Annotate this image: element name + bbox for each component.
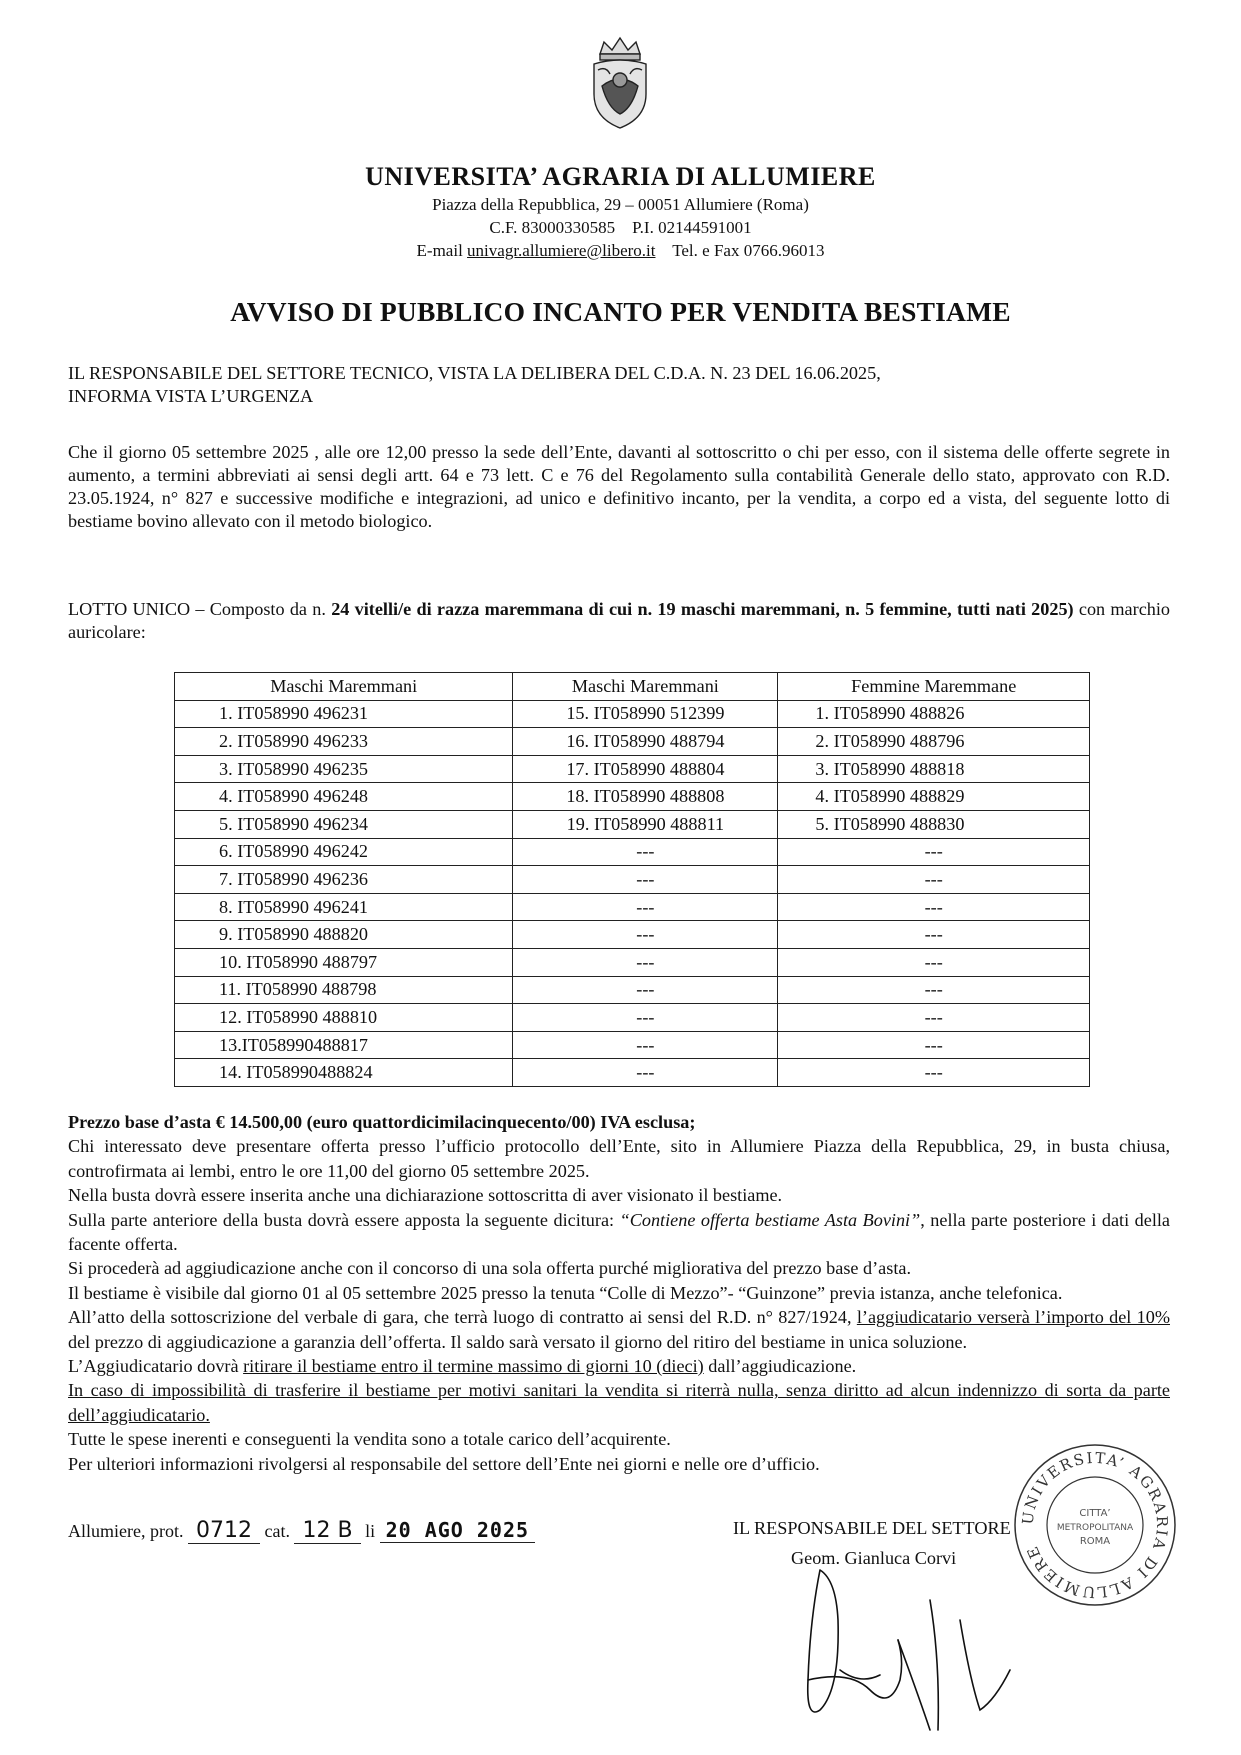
pickup-b: dall’aggiudicazione. (703, 1356, 857, 1377)
seal-center-2: METROPOLITANA (1056, 1523, 1134, 1533)
table-cell-col3: 5. IT058990 488830 (778, 810, 1090, 838)
table-cell-col2: --- (513, 1031, 778, 1059)
table-cell-col3: 2. IT058990 488796 (778, 728, 1090, 756)
li-label: li (365, 1521, 376, 1541)
coat-of-arms-icon (580, 36, 660, 132)
table-row (175, 921, 1090, 949)
table-cell-col2: 16. IT058990 488794 (513, 728, 778, 756)
info-paragraph: Per ulteriori informazioni rivolgersi al responsabile del settore dell’Ente nei giorni e nelle ore d’ufficio. (68, 1453, 820, 1474)
table-cell-col2: --- (513, 838, 778, 866)
table-cell-col3: --- (778, 921, 1090, 949)
conditions-text (68, 1110, 1170, 1476)
protocol-line (68, 1518, 535, 1544)
org-cf: C.F. 83000330585 (489, 218, 616, 237)
envelope-paragraph: Nella busta dovrà essere inserita anche una dichiarazione sottoscritta di aver visionato il bestiame. (68, 1185, 783, 1206)
table-cell-col2: 15. IT058990 512399 (513, 700, 778, 728)
table-row (175, 893, 1090, 921)
table-cell-col2: 17. IT058990 488804 (513, 755, 778, 783)
wording-a: Sulla parte anteriore della busta dovrà essere apposta la seguente dicitura: (68, 1209, 620, 1230)
lotto-prefix: LOTTO UNICO – Composto da n. (68, 599, 326, 619)
pickup-underlined: ritirare il bestiame entro il termine massimo di giorni 10 (dieci) (243, 1356, 704, 1377)
expenses-paragraph: Tutte le spese inerenti e conseguenti la vendita sono a totale carico dell’acquirente. (68, 1429, 671, 1450)
table-cell-col3: 1. IT058990 488826 (778, 700, 1090, 728)
deposit-a: All’atto della sottoscrizione del verbale di gara, che terrà luogo di contratto ai sensi del R.D. n° 827/1924, (68, 1307, 857, 1328)
table-cell-col1: 12. IT058990 488810 (175, 1004, 513, 1032)
date-stamp: 20 AGO 2025 (380, 1518, 535, 1543)
table-cell-col3: --- (778, 1059, 1090, 1087)
table-cell-col2: --- (513, 948, 778, 976)
protocol-number: 0712 (188, 1518, 260, 1544)
table-cell-col1: 2. IT058990 496233 (175, 728, 513, 756)
table-cell-col2: 18. IT058990 488808 (513, 783, 778, 811)
intro-line-2: INFORMA VISTA L’URGENZA (68, 386, 314, 406)
lotto-description (68, 598, 1170, 644)
lotto-suffix: con marchio auricolare: (68, 599, 1171, 642)
table-cell-col1: 14. IT058990488824 (175, 1059, 513, 1087)
table-cell-col3: --- (778, 1004, 1090, 1032)
table-row (175, 1031, 1090, 1059)
table-row (175, 866, 1090, 894)
table-cell-col3: --- (778, 893, 1090, 921)
table-row (175, 700, 1090, 728)
org-codes (0, 218, 1241, 238)
table-row (175, 783, 1090, 811)
org-pi: P.I. 02144591001 (632, 218, 752, 237)
table-row (175, 976, 1090, 1004)
table-cell-col1: 6. IT058990 496242 (175, 838, 513, 866)
table-row (175, 810, 1090, 838)
table-cell-col3: --- (778, 976, 1090, 1004)
table-row (175, 1004, 1090, 1032)
table-cell-col2: --- (513, 893, 778, 921)
pickup-a: L’Aggiudicatario dovrà (68, 1356, 244, 1377)
pickup-paragraph (68, 1354, 1170, 1378)
place-label: Allumiere, prot. (68, 1521, 184, 1541)
table-header-row (175, 673, 1090, 701)
table-cell-col3: 4. IT058990 488829 (778, 783, 1090, 811)
intro-line-1: IL RESPONSABILE DEL SETTORE TECNICO, VISTA LA DELIBERA DEL C.D.A. N. 23 DEL 16.06.2025, (68, 363, 881, 383)
table-cell-col1: 1. IT058990 496231 (175, 700, 513, 728)
table-row (175, 948, 1090, 976)
col-header-maschi-1: Maschi Maremmani (175, 673, 513, 701)
table-cell-col2: --- (513, 976, 778, 1004)
table-cell-col1: 5. IT058990 496234 (175, 810, 513, 838)
seal-center-3: ROMA (1079, 1536, 1111, 1547)
wording-italic: “Contiene offerta bestiame Asta Bovini” (619, 1209, 921, 1230)
table-cell-col2: --- (513, 1059, 778, 1087)
table-row (175, 1059, 1090, 1087)
table-cell-col3: --- (778, 838, 1090, 866)
email-label: E-mail (416, 241, 463, 260)
table-cell-col1: 4. IT058990 496248 (175, 783, 513, 811)
table-cell-col1: 13.IT058990488817 (175, 1031, 513, 1059)
category-number: 12 B (294, 1518, 360, 1544)
table-cell-col2: --- (513, 866, 778, 894)
ear-tag-table (174, 672, 1090, 1087)
table-row (175, 755, 1090, 783)
table-cell-col3: --- (778, 1031, 1090, 1059)
col-header-maschi-2: Maschi Maremmani (513, 673, 778, 701)
signatory-block (733, 1518, 1011, 1568)
table-cell-col1: 11. IT058990 488798 (175, 976, 513, 1004)
award-paragraph: Si procederà ad aggiudicazione anche con il concorso di una sola offerta purché migliorativa del prezzo base d’asta. (68, 1258, 912, 1279)
lotto-bold: 24 vitelli/e di razza maremmana di cui n. 19 maschi maremmani, n. 5 femmine, tutti nati 2025) (325, 599, 1074, 619)
col-header-femmine: Femmine Maremmane (778, 673, 1090, 701)
signatory-name: Geom. Gianluca Corvi (791, 1548, 957, 1568)
sanitary-paragraph: In caso di impossibilità di trasferire il bestiame per motivi sanitari la vendita si riterrà nulla, senza diritto ad alcun indennizzo di sorta da parte dell’aggiudicatario. (68, 1380, 1170, 1425)
table-row (175, 728, 1090, 756)
notice-title: AVVISO DI PUBBLICO INCANTO PER VENDITA BESTIAME (230, 296, 1011, 327)
org-address: Piazza della Repubblica, 29 – 00051 Allumiere (Roma) (432, 195, 809, 214)
wording-paragraph (68, 1208, 1170, 1257)
seal-ring-text: UNIVERSITA’ AGRARIA DI ALLUMIERE (1018, 1448, 1172, 1602)
table-cell-col3: 3. IT058990 488818 (778, 755, 1090, 783)
email-link[interactable]: univagr.allumiere@libero.it (467, 241, 656, 260)
deposit-b: del prezzo di aggiudicazione a garanzia dell’offerta. Il saldo sarà versato il giorno del ritiro del bestiame in unica soluzione. (68, 1331, 968, 1352)
table-cell-col1: 8. IT058990 496241 (175, 893, 513, 921)
signatory-title: IL RESPONSABILE DEL SETTORE (733, 1518, 1011, 1538)
table-cell-col1: 9. IT058990 488820 (175, 921, 513, 949)
table-cell-col3: --- (778, 948, 1090, 976)
table-cell-col3: --- (778, 866, 1090, 894)
offer-paragraph: Chi interessato deve presentare offerta presso l’ufficio protocollo dell’Ente, sito in Allumiere Piazza della Repubblica, 29, in busta chiusa, controfirmata ai lembi, entro le ore 11,00 del giorno 05 settembre 2025. (68, 1136, 1170, 1181)
deposit-paragraph (68, 1305, 1170, 1354)
table-cell-col1: 10. IT058990 488797 (175, 948, 513, 976)
table-row (175, 838, 1090, 866)
handwritten-signature (780, 1560, 1040, 1740)
table-cell-col1: 7. IT058990 496236 (175, 866, 513, 894)
org-name: UNIVERSITA’ AGRARIA DI ALLUMIERE (365, 162, 876, 191)
intro-text (68, 362, 1170, 408)
table-cell-col2: --- (513, 1004, 778, 1032)
cat-label: cat. (264, 1521, 290, 1541)
base-price: Prezzo base d’asta € 14.500,00 (euro quattordicimilacinquecento/00) IVA esclusa; (68, 1112, 696, 1132)
table-cell-col2: --- (513, 921, 778, 949)
phone-fax: Tel. e Fax 0766.96013 (672, 241, 825, 260)
wording-b: , nella parte posteriore i dati della facente offerta. (68, 1209, 1171, 1255)
auction-paragraph: Che il giorno 05 settembre 2025 , alle ore 12,00 presso la sede dell’Ente, davanti al sottoscritto o chi per esso, con il sistema delle offerte segrete in aumento, a termini abbreviati ai sensi degli artt. 64 e 73 lett. C e 76 del Regolamento sulla contabilità Generale dello stato, approvato con R.D. 23.05.1924, n° 827 e successive modifiche e integrazioni, ad unico e definitivo incanto, per la vendita, a corpo ed a vista, del seguente lotto di bestiame bovino allevato con il metodo biologico. (68, 442, 1170, 531)
seal-center-1: CITTA’ (1079, 1508, 1111, 1519)
deposit-underlined: l’aggiudicatario verserà l’importo del 10% (856, 1307, 1170, 1328)
org-contact (0, 241, 1241, 261)
viewing-paragraph: Il bestiame è visibile dal giorno 01 al 05 settembre 2025 presso la tenuta “Colle di Mezzo”- “Guinzone” previa istanza, anche telefonica. (68, 1282, 1063, 1303)
table-cell-col2: 19. IT058990 488811 (513, 810, 778, 838)
table-cell-col1: 3. IT058990 496235 (175, 755, 513, 783)
